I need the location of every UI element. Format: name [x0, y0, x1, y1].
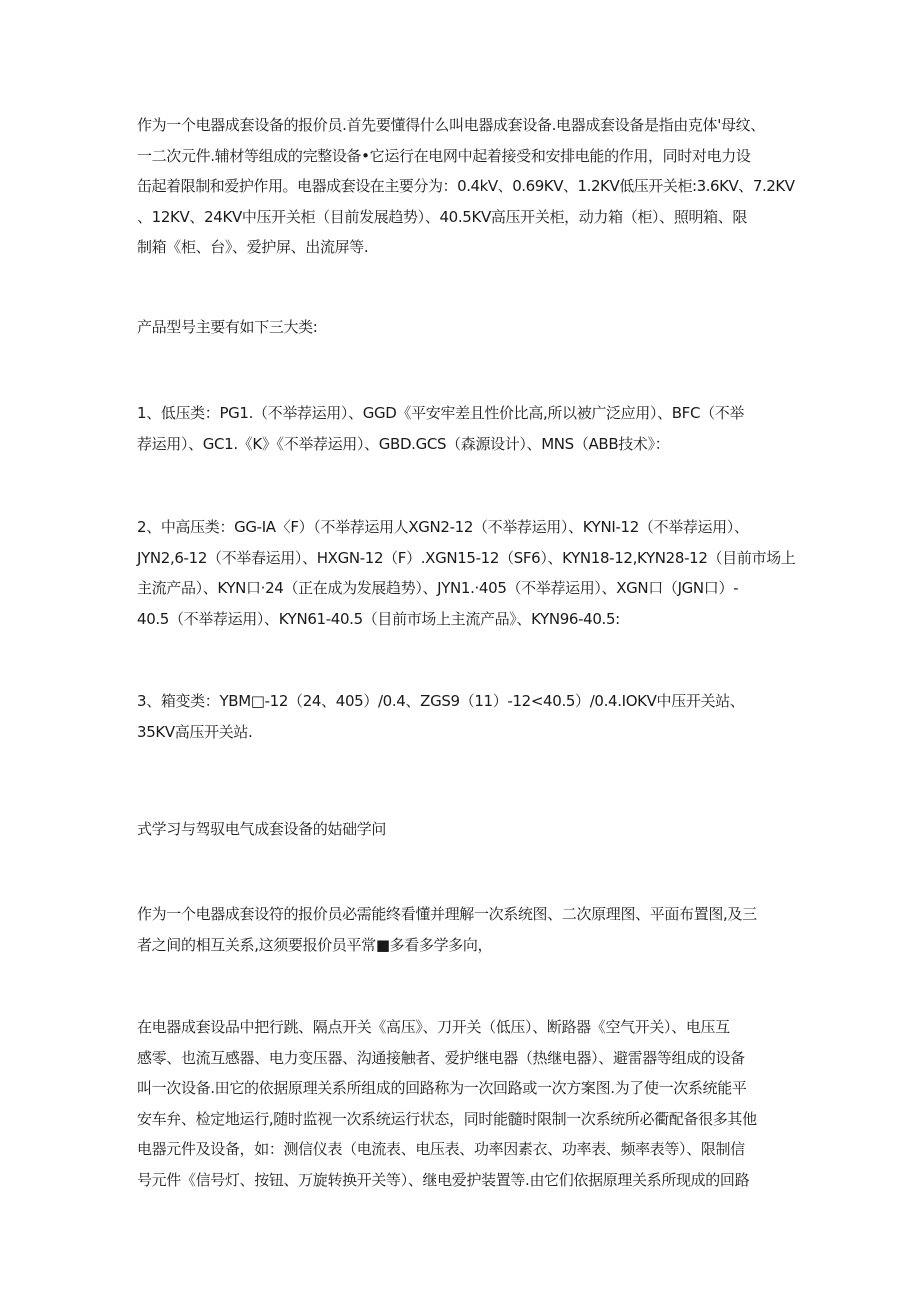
quoter-requirements-paragraph: [137, 899, 797, 960]
text-line: 在电器成套设品中把行跳、隔点开关《高压》、刀开关（低压）、断路器《空气开关）、电压互: [137, 1018, 730, 1036]
text-line: 产品型号主要有如下三大类:: [137, 318, 318, 336]
low-voltage-paragraph: [137, 398, 797, 459]
text-line: 感零、也流互感器、电力变压器、沟通接触者、爱护继电器（热继电器）、避雷器等组成的设备: [137, 1048, 745, 1067]
text-line: JYN2,6-12（不举春运用）、HXGN-12（F）.XGN15-12（SF6）、KYN18-12,KYN28-12（目前市场上: [137, 548, 796, 567]
text-line: 、12KV、24KV中压开关柜（目前发展趋势）、40.5KV高压开关柜，动力箱（柜）、照明箱、限: [137, 207, 748, 226]
text-line: 40.5（不举荐运用）、KYN61-40.5（目前市场上主流产品》、KYN96-40.5:: [137, 609, 620, 628]
text-line: 缶起着限制和爱护作用。电器成套设在主要分为：0.4kV、0.69KV、1.2KV低压开关柜:3.6KV、7.2KV: [137, 177, 795, 195]
primary-equipment-paragraph: [137, 1012, 797, 1195]
section-heading: [137, 814, 797, 845]
medium-high-voltage-paragraph: [137, 512, 797, 634]
text-line: 作为一个电器成套设符的报价员必需能终看懂并理解一次系统图、二次原理图、平面布置图,及三: [137, 905, 757, 923]
text-line: 者之间的相互关系,这须要报价员平常■多看多学多向，: [137, 935, 493, 954]
text-line: 电器元件及设备，如：测信仪表（电流表、电压表、功率因素衣、功率表、频率表等）、限制信: [137, 1140, 745, 1158]
box-substation-paragraph: [137, 686, 797, 747]
intro-paragraph: [137, 110, 797, 263]
text-line: 2、中高压类：GG-IA〈F）（不举荐运用人XGN2-12（不举荐运用）、KYNI-12（不举荐运用）、: [137, 518, 749, 536]
text-line: 式学习与驾驭电气成套设备的姑础学问: [137, 820, 387, 838]
product-types-heading: [137, 312, 797, 343]
text-line: 一二次元件.辅材等组成的完整设备•它运行在电网中起着接受和安排电能的作用，同时对电力设: [137, 146, 751, 165]
text-line: 作为一个电器成套设备的报价员.首先要懂得什么叫电器成套设备.电器成套设备是指由克体'母纹、: [137, 116, 765, 134]
text-line: 制箱《柜、台》、爱护屏、出流屏等.: [137, 238, 369, 256]
text-line: 安车弁、检定地运行,随时监视一次系统运行状态，同时能髓时限制一次系统所必衢配备很多其他: [137, 1109, 757, 1128]
text-line: 1、低压类：PG1.（不举荐运用）、GGD《平安牢差且性价比高,所以被广泛应用）、BFC（不举: [137, 404, 745, 422]
text-line: 3、箱变类：YBM□-12（24、405）/0.4、ZGS9（11）-12<40.5）/0.4.IOKV中压开关站、: [137, 692, 745, 710]
text-line: 35KV高压开关站.: [137, 722, 253, 741]
text-line: 叫一次设备.田它的依据原理关系所组成的回路称为一次回路或一次方案图.为了使一次系统能平: [137, 1079, 747, 1097]
text-line: 号元件《信号灯、按钮、万旋转换开关等）、继电爱护装置等.由它们依据原理关系所现成的回路: [137, 1170, 750, 1189]
text-line: 主流产品）、KYN口·24（正在成为发展趋势）、JYN1.·405（不举荐运用）、XGN口（JGN口）-: [137, 579, 739, 597]
text-line: 荐运用）、GC1.《K》《不举荐运用）、GBD.GCS（森源设计）、MNS（ABB技术》：: [137, 434, 670, 453]
